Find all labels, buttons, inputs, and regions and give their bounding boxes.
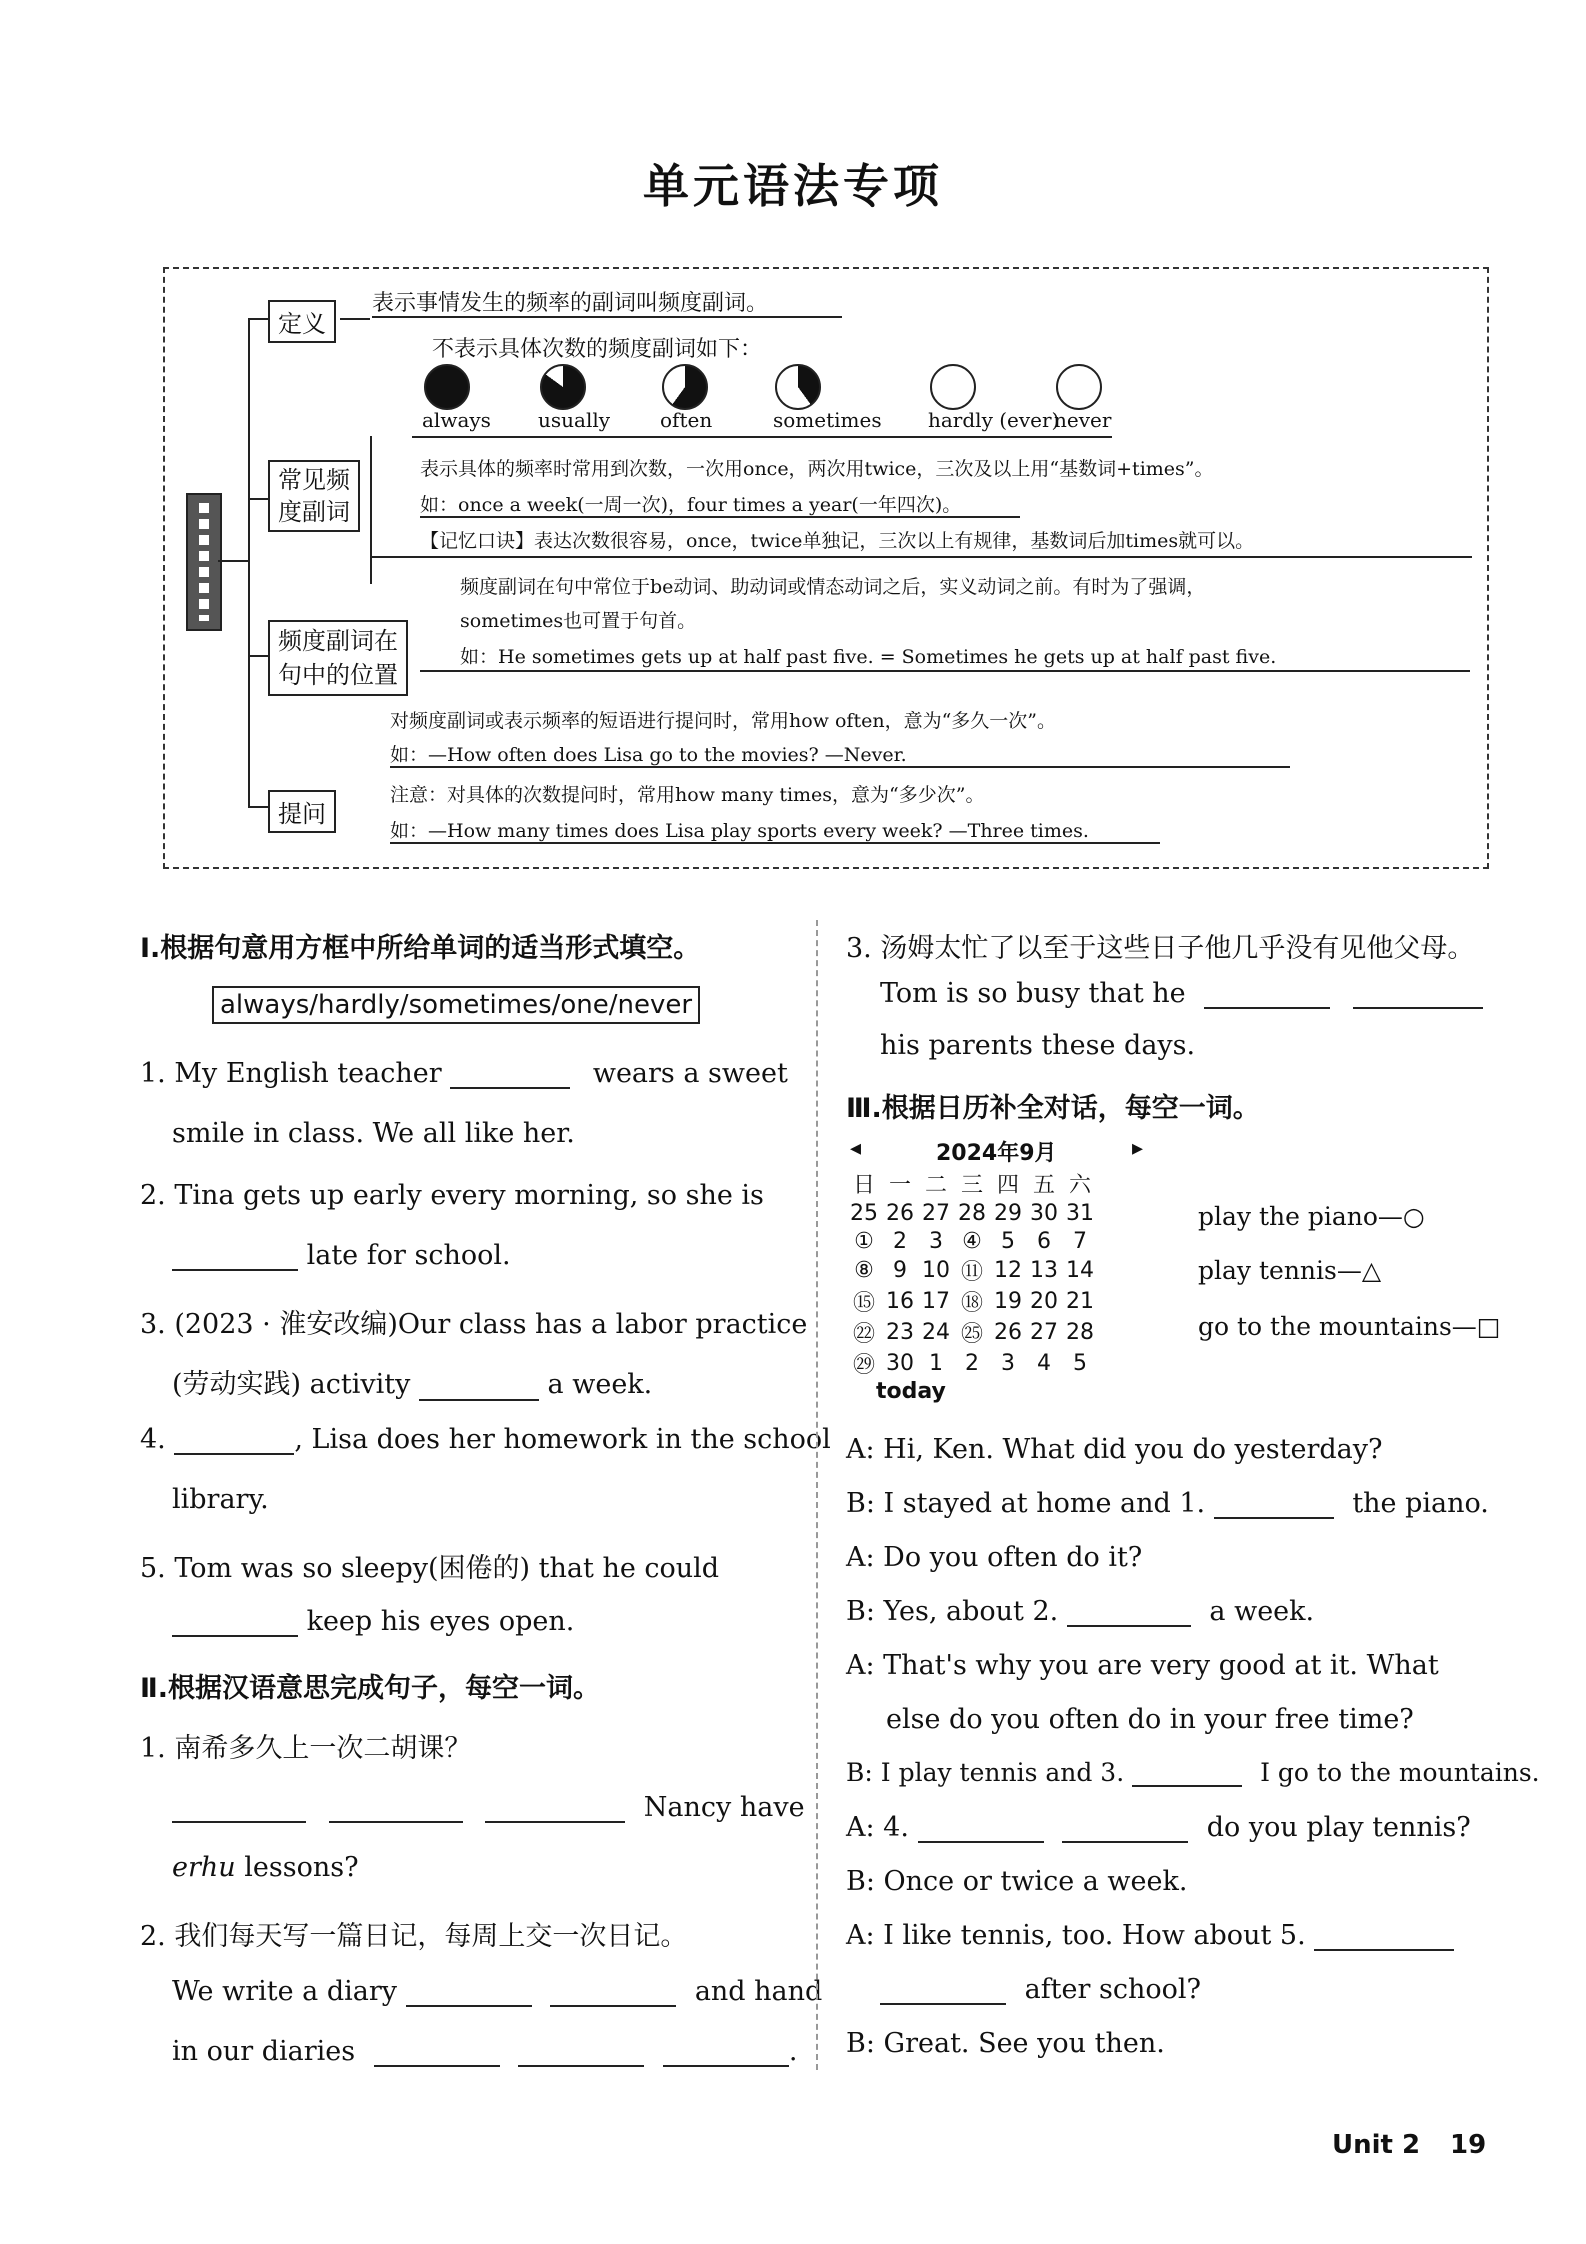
- answer-blank[interactable]: [918, 1815, 1044, 1843]
- underline: [412, 436, 1112, 438]
- calendar-day: 26: [886, 1200, 914, 1226]
- calendar-day: ⑧: [854, 1258, 874, 1283]
- legend-tennis: play tennis—△: [1198, 1256, 1382, 1285]
- calendar-day: 28: [1066, 1320, 1094, 1345]
- answer-blank[interactable]: [419, 1373, 539, 1401]
- underline: [372, 316, 842, 318]
- calendar-day: ⑪: [960, 1260, 983, 1285]
- s1-q1-line1: 1. My English teacher wears a sweet: [140, 1058, 788, 1089]
- calendar-day: 27: [922, 1200, 950, 1226]
- common-intro: 不表示具体次数的频度副词如下：: [432, 337, 763, 362]
- calendar-day: 31: [1066, 1200, 1094, 1226]
- dialogue-8: B: Once or twice a week.: [846, 1866, 1188, 1897]
- answer-blank[interactable]: [880, 1977, 1006, 2005]
- calendar-day: ㉒: [852, 1322, 875, 1347]
- frequency-label: often: [660, 408, 713, 432]
- question-line3: 注意：对具体的次数提问时，常用how many times，意为“多少次”。: [390, 784, 985, 806]
- page-title: 单元语法专项: [643, 159, 943, 213]
- calendar-day: 3: [929, 1228, 943, 1254]
- calendar-day: 24: [922, 1320, 950, 1345]
- answer-blank[interactable]: [1132, 1759, 1242, 1787]
- answer-blank[interactable]: [450, 1061, 570, 1089]
- calendar-grid: [846, 1168, 1098, 1379]
- answer-blank[interactable]: [1353, 981, 1483, 1009]
- dialogue-3: A: Do you often do it?: [846, 1542, 1143, 1573]
- answer-blank[interactable]: [172, 1609, 298, 1637]
- frequency-circle-icon: [930, 364, 976, 410]
- calendar-day: ⑱: [960, 1291, 983, 1316]
- grammar-mindmap: [163, 267, 1489, 869]
- calendar-day: 20: [1030, 1289, 1058, 1314]
- calendar-day: 28: [958, 1200, 986, 1226]
- column-divider: [816, 920, 818, 2070]
- connector: [248, 318, 250, 808]
- frequency-circle-icon: [775, 364, 821, 410]
- answer-blank[interactable]: [172, 1243, 298, 1271]
- answer-blank[interactable]: [374, 2039, 500, 2067]
- connector: [248, 498, 268, 500]
- calendar-day: 14: [1066, 1258, 1094, 1283]
- s1-q3-line1: 3. (2023 · 淮安改编)Our class has a labor practice: [140, 1309, 808, 1340]
- s1-q3-line2: (劳动实践) activity a week.: [172, 1369, 653, 1400]
- calendar-weekday: 一: [888, 1173, 911, 1198]
- underline: [420, 516, 1020, 518]
- question-line2: 如：—How often does Lisa go to the movies? —Never.: [390, 744, 907, 766]
- answer-blank[interactable]: [329, 1795, 463, 1823]
- calendar-day: 13: [1030, 1258, 1058, 1283]
- frequency-label: hardly (ever): [928, 408, 1060, 432]
- calendar-day: ⑮: [852, 1291, 875, 1316]
- frequency-label: never: [1054, 408, 1112, 432]
- calendar-day: 2: [893, 1228, 907, 1254]
- calendar-weekday: 日: [852, 1173, 875, 1198]
- dialogue-5-line1: A: That's why you are very good at it. What: [846, 1650, 1439, 1681]
- s2-q3-line1: 3. 汤姆太忙了以至于这些日子他几乎没有见他父母。: [846, 933, 1475, 964]
- calendar-day: 6: [1037, 1228, 1051, 1254]
- calendar-weekday: 二: [924, 1173, 947, 1198]
- section2-heading: Ⅱ.根据汉语意思完成句子，每空一词。: [140, 1673, 601, 1704]
- answer-blank[interactable]: [1204, 981, 1330, 1009]
- calendar-prev-icon[interactable]: ◂: [850, 1136, 862, 1161]
- answer-blank[interactable]: [172, 1795, 306, 1823]
- dialogue-9-line1: A: I like tennis, too. How about 5.: [846, 1920, 1454, 1951]
- calendar: [846, 1136, 1166, 1404]
- dialogue-7: A: 4. do you play tennis?: [846, 1812, 1471, 1843]
- question-line1: 对频度副词或表示频率的短语进行提问时，常用how often，意为“多久一次”。: [390, 710, 1056, 732]
- frequency-label: usually: [538, 408, 611, 432]
- word-box: always/hardly/sometimes/one/never: [212, 986, 700, 1024]
- calendar-weekday: 三: [960, 1173, 983, 1198]
- s1-q2-line1: 2. Tina gets up early every morning, so she is: [140, 1180, 764, 1211]
- s1-q5-line1: 5. Tom was so sleepy(困倦的) that he could: [140, 1553, 720, 1584]
- answer-blank[interactable]: [485, 1795, 625, 1823]
- answer-blank[interactable]: [406, 1979, 532, 2007]
- connector: [340, 318, 370, 320]
- page-number: 19: [1450, 2130, 1487, 2160]
- s1-q4-line1: 4. , Lisa does her homework in the school: [140, 1424, 831, 1455]
- common-line2: 如：once a week(一周一次)，four times a year(一年四次)。: [420, 494, 962, 516]
- calendar-day: 2: [965, 1351, 979, 1376]
- calendar-day: 23: [886, 1320, 914, 1345]
- connector: [248, 318, 268, 320]
- answer-blank[interactable]: [1314, 1923, 1454, 1951]
- footer-unit: Unit 2: [1332, 2130, 1421, 2160]
- answer-blank[interactable]: [518, 2039, 644, 2067]
- connector: [248, 806, 268, 808]
- answer-blank[interactable]: [174, 1427, 294, 1455]
- s2-q2-line1: 2. 我们每天写一篇日记，每周上交一次日记。: [140, 1921, 688, 1952]
- dialogue-4: B: Yes, about 2. a week.: [846, 1596, 1315, 1627]
- s2-q3-line3: his parents these days.: [880, 1030, 1196, 1061]
- answer-blank[interactable]: [550, 1979, 676, 2007]
- legend-piano: play the piano—○: [1198, 1202, 1425, 1231]
- calendar-day: 19: [994, 1289, 1022, 1314]
- section3-heading: Ⅲ.根据日历补全对话，每空一词。: [846, 1093, 1260, 1124]
- calendar-day: 30: [886, 1351, 914, 1376]
- calendar-day: 25: [850, 1200, 878, 1226]
- underline: [420, 670, 1470, 672]
- tag-common-line1: 常见频: [278, 466, 350, 494]
- calendar-day: 5: [1001, 1228, 1015, 1254]
- section1-heading: Ⅰ.根据句意用方框中所给单词的适当形式填空。: [140, 933, 701, 964]
- calendar-day: 27: [1030, 1320, 1058, 1345]
- answer-blank[interactable]: [1062, 1815, 1188, 1843]
- s1-q1-line2: smile in class. We all like her.: [172, 1118, 575, 1149]
- calendar-day: 9: [893, 1258, 907, 1283]
- tag-common-line2: 度副词: [278, 498, 350, 526]
- calendar-day: 3: [1001, 1351, 1015, 1376]
- tag-position: [268, 620, 408, 696]
- s2-q2-line2: We write a diary and hand: [172, 1976, 823, 2007]
- s2-q1-line2: Nancy have: [172, 1792, 805, 1823]
- s2-q2-line3: in our diaries .: [172, 2036, 798, 2067]
- position-example: 如：He sometimes gets up at half past five. = Sometimes he gets up at half past five.: [460, 646, 1277, 668]
- calendar-day: ①: [854, 1228, 874, 1254]
- calendar-day: 21: [1066, 1289, 1094, 1314]
- tag-common-adverbs: [268, 460, 360, 532]
- calendar-today-label: today: [876, 1379, 946, 1404]
- dialogue-9-line2: after school?: [880, 1974, 1201, 2005]
- definition-text: 表示事情发生的频率的副词叫频度副词。: [372, 291, 769, 316]
- connector: [248, 655, 268, 657]
- answer-blank[interactable]: [1214, 1491, 1334, 1519]
- s1-q2-line2: late for school.: [172, 1240, 511, 1271]
- calendar-day: 7: [1073, 1228, 1087, 1254]
- dialogue-2: B: I stayed at home and 1. the piano.: [846, 1488, 1489, 1519]
- underline: [390, 766, 1290, 768]
- calendar-month: 2024年9月: [936, 1141, 1057, 1166]
- tag-definition: 定义: [268, 300, 336, 343]
- calendar-weekday: 六: [1068, 1173, 1091, 1198]
- tag-question: 提问: [268, 790, 336, 833]
- calendar-day: ㉕: [960, 1322, 983, 1347]
- calendar-weekday: 四: [996, 1173, 1019, 1198]
- dialogue-10: B: Great. See you then.: [846, 2028, 1165, 2059]
- calendar-next-icon[interactable]: ▸: [1132, 1136, 1144, 1161]
- s2-q1-line3: erhu lessons?: [172, 1852, 359, 1883]
- tag-position-line1: 频度副词在: [278, 627, 398, 655]
- calendar-day: 12: [994, 1258, 1022, 1283]
- frequency-circle-icon: [662, 364, 708, 410]
- frequency-label: always: [422, 408, 491, 432]
- frequency-circle-icon: [1056, 364, 1102, 410]
- connector: [218, 560, 248, 562]
- mindmap-center-label: [186, 493, 222, 631]
- dialogue-1: A: Hi, Ken. What did you do yesterday?: [846, 1434, 1383, 1465]
- dialogue-6: B: I play tennis and 3. I go to the mountains.: [846, 1758, 1540, 1787]
- s2-q1-line1: 1. 南希多久上一次二胡课？: [140, 1733, 472, 1764]
- frequency-circle-icon: [424, 364, 470, 410]
- tag-position-line2: 句中的位置: [278, 661, 398, 689]
- underline: [390, 842, 1160, 844]
- position-line1: 频度副词在句中常位于be动词、助动词或情态动词之后，实义动词之前。有时为了强调，: [460, 576, 1206, 598]
- legend-mountains: go to the mountains—□: [1198, 1312, 1501, 1341]
- position-line2: sometimes也可置于句首。: [460, 610, 697, 632]
- connector: [370, 436, 372, 584]
- answer-blank[interactable]: [1067, 1599, 1191, 1627]
- dialogue-5-line2: else do you often do in your free time?: [886, 1704, 1414, 1735]
- calendar-day: 4: [1037, 1351, 1051, 1376]
- s1-q5-line2: keep his eyes open.: [172, 1606, 574, 1637]
- s2-q3-line2: Tom is so busy that he: [880, 978, 1483, 1009]
- frequency-circle-icon: [540, 364, 586, 410]
- calendar-day: 10: [922, 1258, 950, 1283]
- question-line4: 如：—How many times does Lisa play sports every week? —Three times.: [390, 820, 1089, 842]
- calendar-day: ④: [962, 1228, 982, 1254]
- frequency-label: sometimes: [773, 408, 882, 432]
- calendar-weekday: 五: [1032, 1173, 1055, 1198]
- common-line1: 表示具体的频率时常用到次数，一次用once，两次用twice，三次及以上用“基数词+times”。: [420, 458, 1214, 480]
- calendar-day: 30: [1030, 1200, 1058, 1226]
- calendar-day: 5: [1073, 1351, 1087, 1376]
- calendar-day: 26: [994, 1320, 1022, 1345]
- calendar-day: 16: [886, 1289, 914, 1314]
- underline: [372, 556, 1472, 558]
- calendar-day: 1: [929, 1351, 943, 1376]
- calendar-day: ㉙: [852, 1353, 875, 1378]
- answer-blank[interactable]: [663, 2039, 789, 2067]
- common-mnemonic: 【记忆口诀】表达次数很容易，once，twice单独记，三次以上有规律，基数词后加times就可以。: [420, 530, 1255, 552]
- calendar-day: 29: [994, 1200, 1022, 1226]
- s1-q4-line2: library.: [172, 1484, 269, 1515]
- calendar-day: 17: [922, 1289, 950, 1314]
